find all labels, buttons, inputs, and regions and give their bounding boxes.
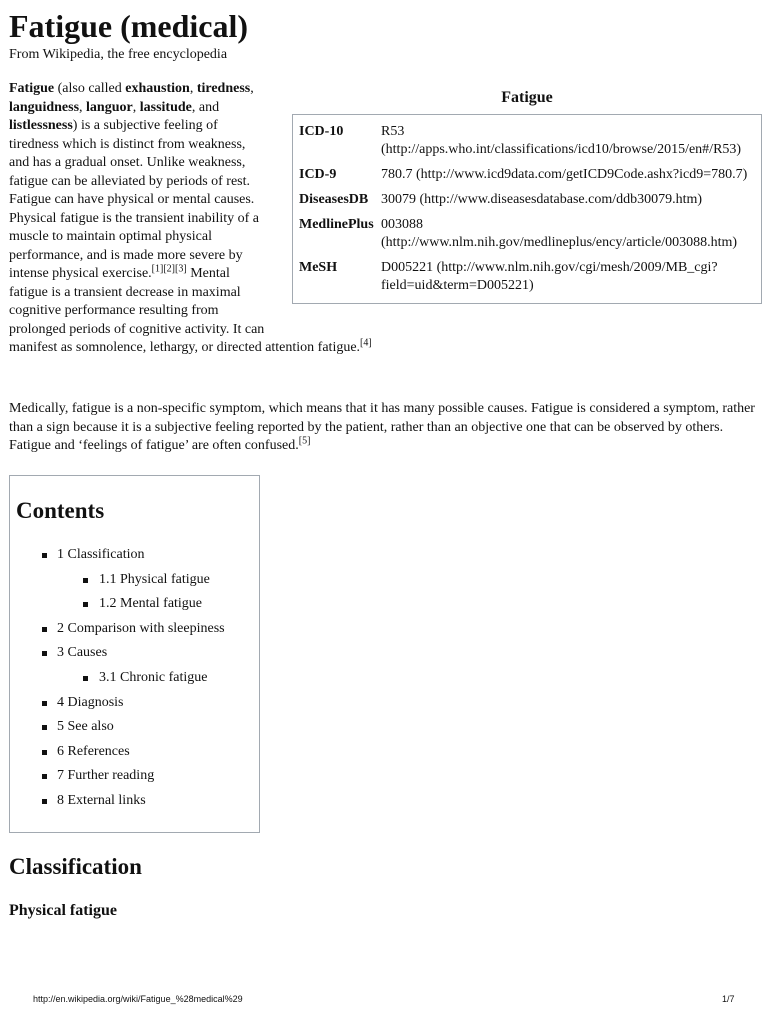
toc-link[interactable]: 1.1 Physical fatigue <box>99 571 210 587</box>
page-tagline: From Wikipedia, the free encyclopedia <box>9 47 228 62</box>
infobox-spacer <box>269 80 761 336</box>
bullet-icon <box>42 651 47 656</box>
second-paragraph <box>9 400 761 456</box>
toc-item[interactable] <box>10 546 259 571</box>
toc-link[interactable]: 3.1 Chronic fatigue <box>99 669 208 685</box>
lead-paragraph <box>9 80 761 358</box>
infobox-key: DiseasesDB <box>299 192 369 207</box>
toc-item[interactable] <box>10 669 259 694</box>
citation-ref[interactable]: [3] <box>175 263 187 275</box>
citation-ref[interactable]: [1] <box>151 263 164 275</box>
citation-ref[interactable]: [5] <box>298 435 311 447</box>
bullet-icon <box>42 627 47 632</box>
lead-text: Mental fatigue is a transient decrease in maximal cognitive performance resulting from prolonged periods of cognitive activity. It can manifest as somnolence, lethargy, or directed attention fatigue. <box>9 266 361 355</box>
toc-link[interactable]: 4 Diagnosis <box>57 694 124 710</box>
lead-text: , <box>79 99 87 115</box>
lead-text: , <box>250 81 254 96</box>
bold-term: languidness <box>9 99 80 115</box>
toc-link[interactable]: 3 Causes <box>57 645 108 661</box>
toc-link[interactable]: 5 See also <box>57 719 114 735</box>
infobox-value-link[interactable]: 003088 (http://www.nlm.nih.gov/medlineplus/ency/article/003088.htm) <box>381 217 738 250</box>
bullet-icon <box>83 676 88 681</box>
lead-text: , and <box>191 99 220 115</box>
toc-title: Contents <box>16 498 105 523</box>
infobox-title: Fatigue <box>501 89 553 106</box>
toc-list <box>10 546 259 817</box>
toc-link[interactable]: 1 Classification <box>57 547 145 562</box>
toc-link[interactable]: 8 External links <box>57 792 146 808</box>
bold-term: languor <box>86 99 133 115</box>
toc-link[interactable]: 7 Further reading <box>57 768 155 784</box>
toc-item[interactable] <box>10 644 259 669</box>
bullet-icon <box>42 701 47 706</box>
toc-item[interactable] <box>10 792 259 817</box>
bullet-icon <box>42 725 47 730</box>
bullet-icon <box>42 553 47 558</box>
infobox-value-link[interactable]: 780.7 (http://www.icd9data.com/getICD9Code.ashx?icd9=780.7) <box>381 167 748 182</box>
section-heading-classification: Classification <box>9 854 142 879</box>
toc-link[interactable]: 1.2 Mental fatigue <box>99 596 203 612</box>
bold-term: exhaustion <box>125 81 190 96</box>
bullet-icon <box>42 750 47 755</box>
page-title: Fatigue (medical) <box>9 8 249 44</box>
subsection-heading-physical-fatigue: Physical fatigue <box>9 902 117 919</box>
bold-term: Fatigue <box>9 81 55 96</box>
infobox-key: MeSH <box>299 260 338 275</box>
lead-text: , <box>189 81 197 96</box>
bullet-icon <box>83 578 88 583</box>
toc-item[interactable] <box>10 694 259 719</box>
paragraph-text: Medically, fatigue is a non-specific symptom, which means that it has many possible causes. Fatigue is considered a symptom, rather than a sign because it is a subjective feeling reported by the patient, rather than an objective one that can be observed by others. Fatigue and ‘feelings of fatigue’ are often confused. <box>9 401 755 453</box>
toc-item[interactable] <box>10 718 259 743</box>
toc-item[interactable] <box>10 767 259 792</box>
infobox-value-link[interactable]: D005221 (http://www.nlm.nih.gov/cgi/mesh/2009/MB_cgi?field=uid&term=D005221) <box>381 260 718 293</box>
infobox-value-link[interactable]: R53 (http://apps.who.int/classifications/icd10/browse/2015/en#/R53) <box>381 124 742 157</box>
toc-link[interactable]: 2 Comparison with sleepiness <box>57 620 225 636</box>
footer-page-number: 1/7 <box>722 994 735 1004</box>
toc-item[interactable] <box>10 571 259 596</box>
toc-item[interactable] <box>10 595 259 620</box>
citation-ref[interactable]: [4] <box>360 337 372 349</box>
toc-link[interactable]: 6 References <box>57 743 130 759</box>
infobox-key: ICD-10 <box>299 124 344 139</box>
table-of-contents <box>9 475 260 833</box>
lead-text: (also called <box>54 81 126 96</box>
bullet-icon <box>83 602 88 607</box>
bullet-icon <box>42 774 47 779</box>
infobox-key: MedlinePlus <box>299 217 374 232</box>
lead-text: , <box>132 99 140 115</box>
lead-text: ) is a subjective feeling of tiredness which is distinct from weakness, and has a gradual onset. Unlike weakness, fatigue can be alleviated by periods of rest. Fatigue can have physical or mental causes. Physical fatigue is the transient inability of a muscle to maintain optimal physical performance, and is made more severe by intense physical exercise. <box>9 118 259 281</box>
toc-item[interactable] <box>10 620 259 645</box>
bold-term: lassitude <box>139 99 192 115</box>
footer-url: http://en.wikipedia.org/wiki/Fatigue_%28medical%29 <box>33 994 243 1004</box>
bold-term: tiredness <box>196 81 251 96</box>
infobox-value-link[interactable]: 30079 (http://www.diseasesdatabase.com/ddb30079.htm) <box>381 192 703 207</box>
bullet-icon <box>42 799 47 804</box>
citation-ref[interactable]: [2] <box>163 263 176 275</box>
infobox-key: ICD-9 <box>299 167 337 182</box>
toc-item[interactable] <box>10 743 259 768</box>
bold-term: listlessness <box>9 118 73 133</box>
